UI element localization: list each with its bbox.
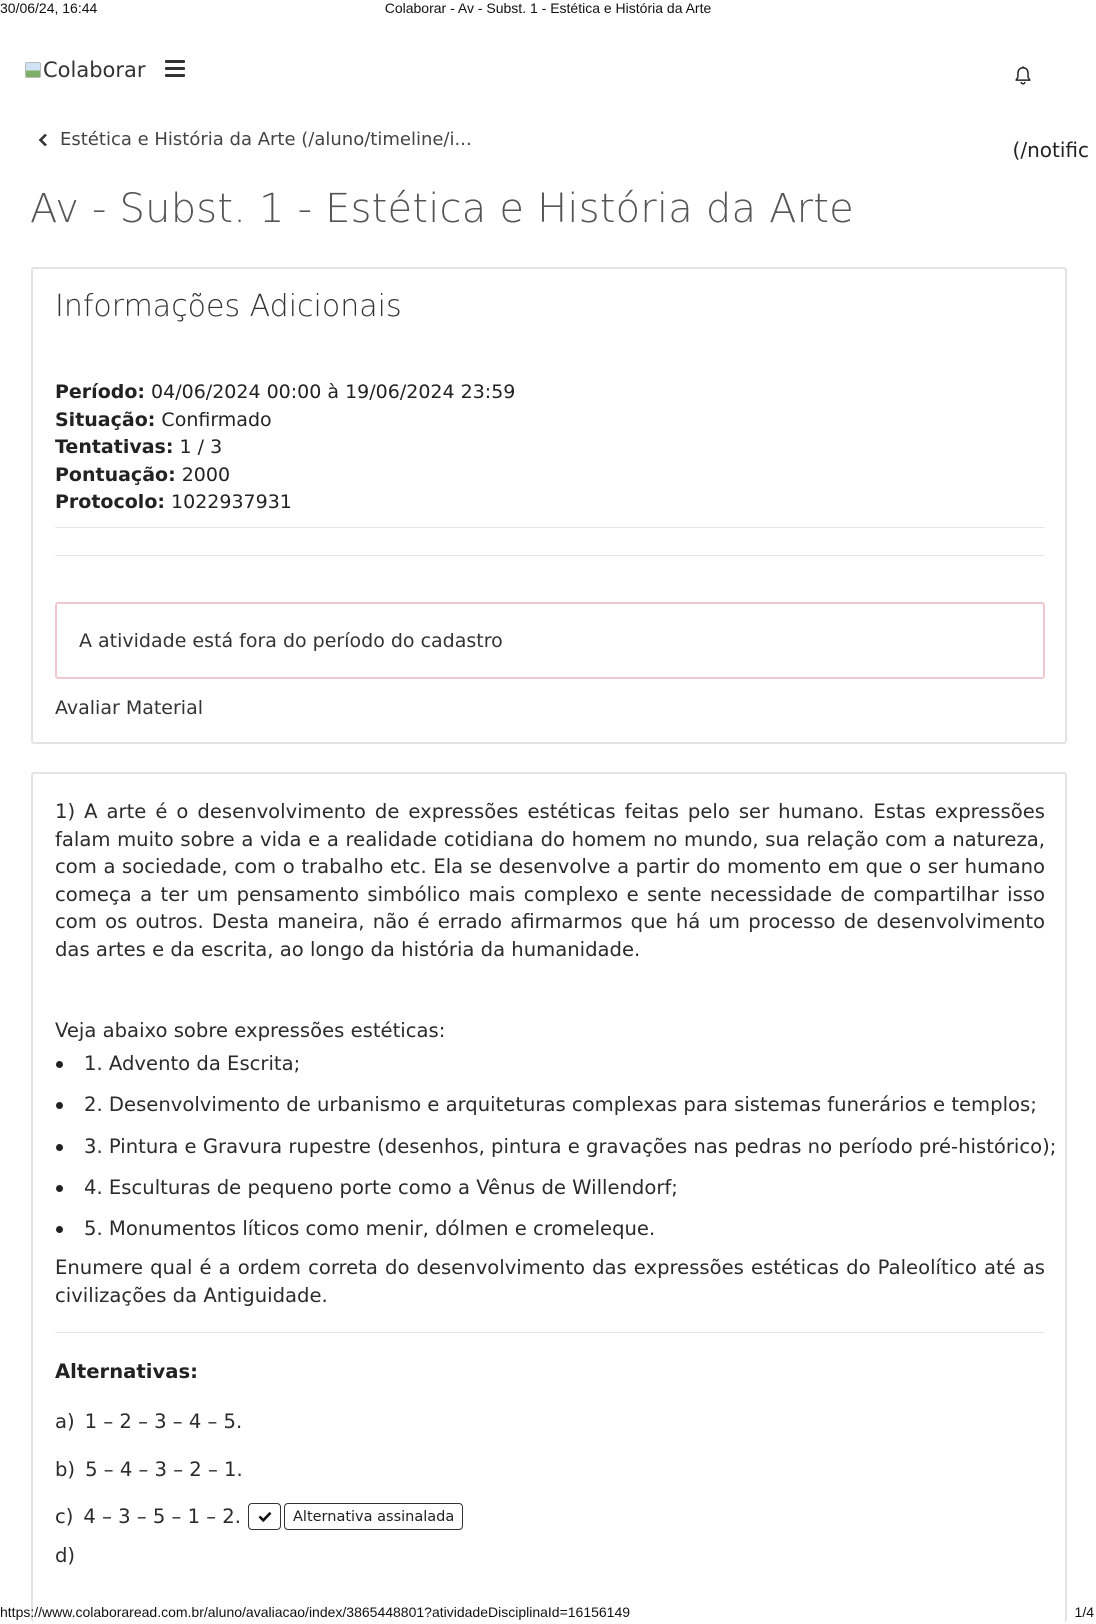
question-intro: Veja abaixo sobre expressões estéticas: bbox=[55, 1019, 446, 1042]
divider bbox=[55, 1332, 1045, 1333]
info-pontuacao: Pontuação: 2000 bbox=[55, 463, 231, 486]
info-protocolo: Protocolo: 1022937931 bbox=[55, 491, 292, 513]
page-title: Av - Subst. 1 - Estética e História da Arte bbox=[30, 186, 854, 232]
alternative-a[interactable] bbox=[55, 1410, 242, 1433]
logo[interactable] bbox=[25, 58, 146, 82]
alert-text: A atividade está fora do período do cadastro bbox=[79, 629, 503, 652]
alternative-letter: b) bbox=[55, 1458, 76, 1481]
print-footer bbox=[0, 1604, 1096, 1622]
alternative-letter: c) bbox=[55, 1505, 74, 1528]
info-title: Informações Adicionais bbox=[55, 289, 402, 324]
alternative-text: 4 – 3 – 5 – 1 – 2. bbox=[83, 1505, 241, 1528]
info-tentativas: Tentativas: 1 / 3 bbox=[55, 436, 223, 458]
list-item: 1. Advento da Escrita; bbox=[55, 1050, 1056, 1091]
print-page-number: 1/4 bbox=[1074, 1604, 1094, 1620]
info-card bbox=[31, 267, 1067, 744]
selected-alternative-badge: Alternativa assinalada bbox=[284, 1503, 463, 1530]
list-item: 5. Monumentos líticos como menir, dólmen e cromeleque. bbox=[55, 1215, 1056, 1256]
alternative-d[interactable] bbox=[55, 1544, 85, 1567]
broken-image-icon bbox=[25, 62, 41, 78]
bell-icon[interactable] bbox=[1012, 64, 1034, 88]
info-details bbox=[55, 379, 515, 517]
alternative-text: 5 – 4 – 3 – 2 – 1. bbox=[85, 1458, 243, 1481]
check-icon bbox=[248, 1503, 281, 1530]
alternative-c[interactable] bbox=[55, 1503, 463, 1530]
alternative-letter: d) bbox=[55, 1544, 76, 1567]
alternative-b[interactable] bbox=[55, 1458, 243, 1481]
question-card bbox=[31, 772, 1067, 1622]
expression-list bbox=[55, 1050, 1056, 1256]
print-datetime: 30/06/24, 16:44 bbox=[0, 0, 98, 16]
question-text: 1) A arte é o desenvolvimento de expressões estéticas feitas pelo ser humano. Estas expressões falam muito sobre a vida e a realidade cotidiana do homem no mundo, sua relação com a natureza, com a sociedade, com o trabalho etc. Ela se desenvolve a partir do momento em que o ser humano começa a ter um pensamento simbólico mais complexo e sente necessidade de compartilhar isso com os outros. Desta maneira, não é errado afirmarmos que há um processo de desenvolvimento das artes e da escrita, ao longo da história da humanidade. bbox=[55, 800, 1045, 961]
print-title: Colaborar - Av - Subst. 1 - Estética e História da Arte bbox=[384, 0, 712, 16]
divider bbox=[55, 555, 1045, 556]
alternative-letter: a) bbox=[55, 1410, 75, 1433]
breadcrumb-back-link[interactable] bbox=[38, 129, 472, 150]
info-situacao: Situação: Confirmado bbox=[55, 408, 272, 431]
alert-box bbox=[55, 602, 1045, 679]
list-item: 4. Esculturas de pequeno porte como a Vênus de Willendorf; bbox=[55, 1174, 1056, 1215]
info-periodo: Período: 04/06/2024 00:00 à 19/06/2024 23:59 bbox=[55, 381, 516, 403]
print-header bbox=[0, 0, 1096, 18]
breadcrumb-label: Estética e História da Arte (/aluno/timeline/i... bbox=[60, 129, 472, 150]
question-prompt: Enumere qual é a ordem correta do desenvolvimento das expressões estéticas do Paleolítico até as civilizações da Antiguidade. bbox=[55, 1256, 1045, 1307]
divider bbox=[55, 527, 1045, 528]
chevron-left-icon bbox=[38, 133, 48, 147]
hamburger-menu-icon[interactable] bbox=[165, 60, 185, 78]
alternative-text: 1 – 2 – 3 – 4 – 5. bbox=[84, 1410, 243, 1433]
list-item: 3. Pintura e Gravura rupestre (desenhos, pintura e gravações nas pedras no período pré-histórico); bbox=[55, 1133, 1056, 1174]
list-item: 2. Desenvolvimento de urbanismo e arquiteturas complexas para sistemas funerários e templos; bbox=[55, 1091, 1056, 1132]
rate-material-link[interactable]: Avaliar Material bbox=[55, 697, 204, 719]
notifications-link[interactable]: (/notific bbox=[1012, 138, 1089, 162]
print-url: https://www.colaboraread.com.br/aluno/avaliacao/index/3865448801?atividadeDisciplinaId=16156149 bbox=[0, 1604, 631, 1620]
alternatives-title: Alternativas: bbox=[55, 1360, 198, 1383]
logo-alt-text: Colaborar bbox=[43, 58, 146, 82]
